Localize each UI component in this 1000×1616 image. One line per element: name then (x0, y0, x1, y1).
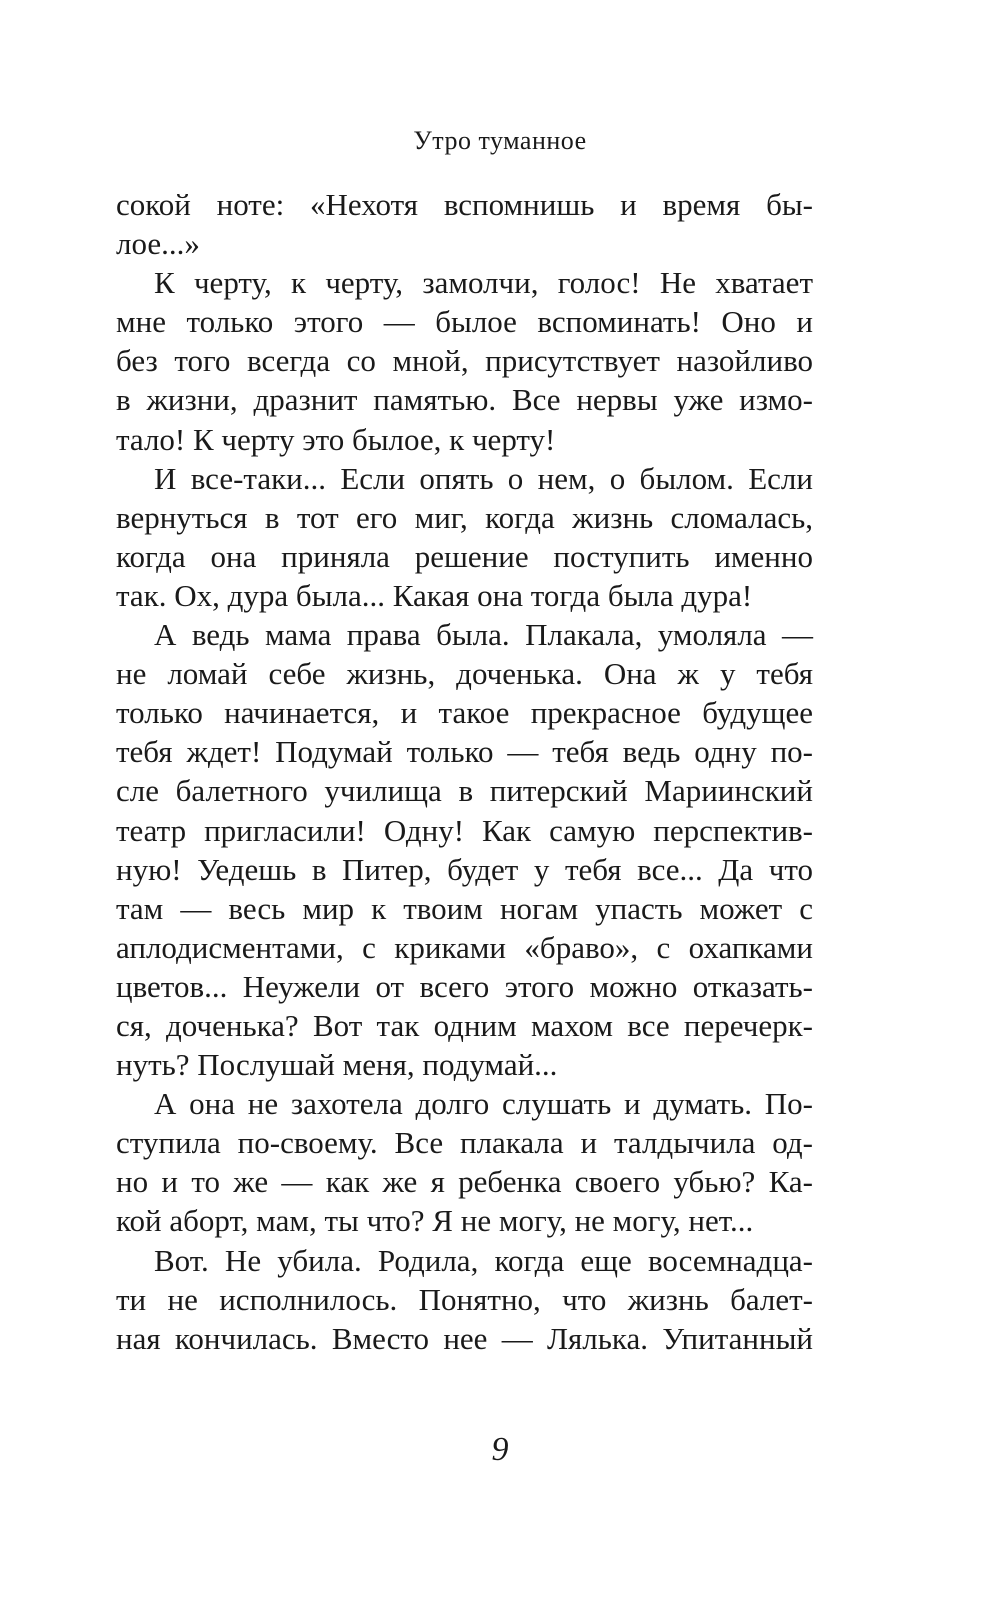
text-line: тебя ждет! Подумай только — тебя ведь одну по- (116, 734, 813, 770)
text-line: аплодисментами, с криками «браво», с охапками (116, 929, 813, 965)
text-line: кой аборт, мам, ты что? Я не могу, не могу, нет... (116, 1203, 754, 1239)
text-line: когда она приняла решение поступить именно (116, 538, 813, 574)
text-line: ти не исполнилось. Понятно, что жизнь балет- (116, 1281, 813, 1317)
page-number: 9 (491, 1431, 509, 1468)
text-line: вернуться в тот его миг, когда жизнь сломалась, (116, 499, 813, 535)
text-line: тало! К черту это былое, к черту! (116, 421, 556, 457)
text-line: лое...» (116, 226, 200, 262)
text-line: сле балетного училища в питерский Мариинский (116, 773, 813, 809)
text-line: только начинается, и такое прекрасное будущее (116, 695, 813, 731)
text-line: театр пригласили! Одну! Как самую перспектив- (116, 812, 813, 848)
text-line: И все-таки... Если опять о нем, о былом. Если (154, 460, 813, 496)
text-line: Вот. Не убила. Родила, когда еще восемнадца- (154, 1242, 813, 1278)
text-line: ную! Уедешь в Питер, будет у тебя все... Да что (116, 851, 813, 887)
text-line: ступила по-своему. Все плакала и талдычила од- (116, 1125, 813, 1161)
text-line: А ведь мама права была. Плакала, умоляла — (154, 617, 813, 653)
text-line: не ломай себе жизнь, доченька. Она ж у тебя (116, 656, 813, 692)
text-line: нуть? Послушай меня, подумай... (116, 1047, 558, 1083)
text-line: цветов... Неужели от всего этого можно отказать- (116, 968, 813, 1004)
running-head: Утро туманное (413, 126, 587, 155)
text-line: так. Ох, дура была... Какая она тогда была дура! (116, 577, 753, 613)
text-line: сокой ноте: «Нехотя вспомнишь и время бы- (116, 187, 813, 222)
text-line: в жизни, дразнит памятью. Все нервы уже измо- (116, 382, 813, 418)
text-line: но и то же — как же я ребенка своего убью? Ка- (116, 1164, 813, 1200)
text-line: К черту, к черту, замолчи, голос! Не хватает (154, 265, 813, 301)
text-line: там — весь мир к твоим ногам упасть может с (116, 890, 813, 926)
text-line: мне только этого — былое вспоминать! Оно и (116, 304, 813, 340)
text-line: ся, доченька? Вот так одним махом все перечерк- (116, 1007, 813, 1043)
body-text (116, 185, 813, 1358)
text-line: А она не захотела долго слушать и думать. По- (154, 1086, 813, 1122)
text-line: без того всегда со мной, присутствует назойливо (116, 343, 813, 379)
text-line: ная кончилась. Вместо нее — Лялька. Упитанный (116, 1320, 813, 1356)
